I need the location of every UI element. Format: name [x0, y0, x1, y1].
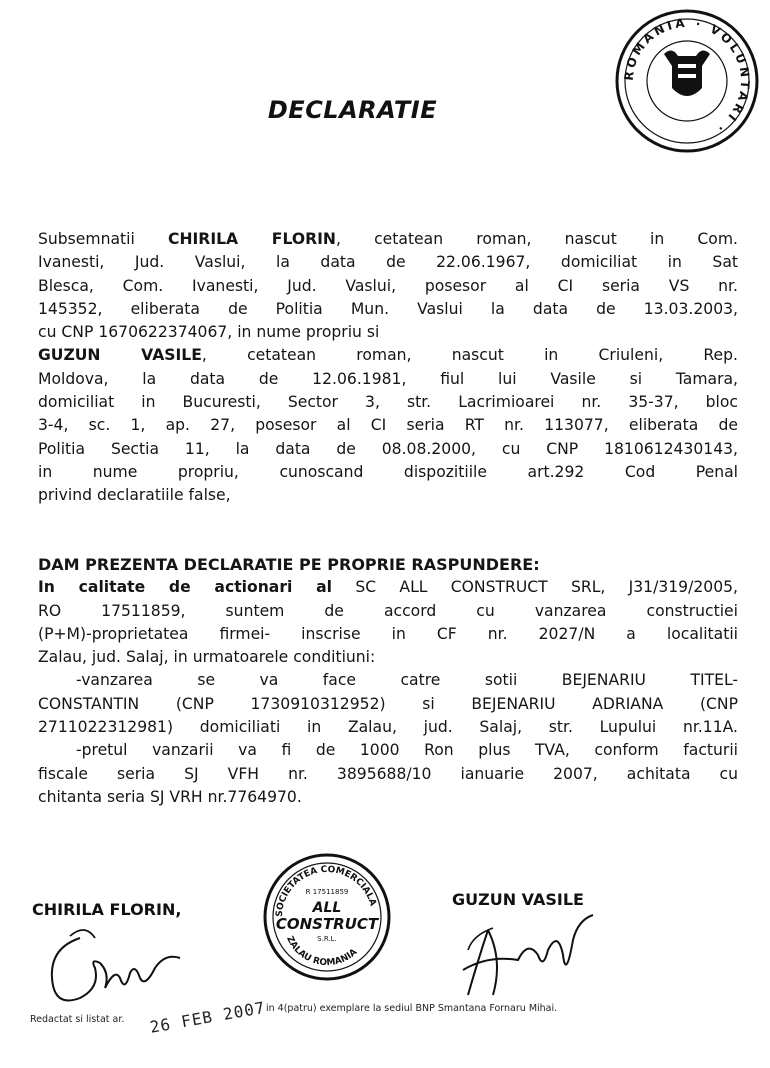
text-line: -vanzarea se va face catre sotii BEJENARIU TITEL-: [76, 671, 738, 690]
text-line: 3-4, sc. 1, ap. 27, posesor al CI seria RT nr. 113077, eliberata de: [38, 416, 738, 435]
document-title: DECLARATIE: [267, 96, 438, 124]
text-line: Ivanesti, Jud. Vaslui, la data de 22.06.1967, domiciliat in Sat: [38, 253, 738, 272]
footer-copies-note: in 4(patru) exemplare la sediul BNP Smantana Fornaru Mihai.: [266, 1003, 558, 1014]
text-line: privind declaratiile false,: [38, 486, 231, 505]
text-line: GUZUN VASILE, cetatean roman, nascut in Criuleni, Rep.: [38, 346, 738, 365]
company-seal: [262, 852, 392, 982]
signature-left: [40, 918, 200, 1018]
text-line: Blesca, Com. Ivanesti, Jud. Vaslui, posesor al CI seria VS nr.: [38, 276, 738, 295]
company-seal-bottom-text: ZALAU ROMANIA: [284, 934, 360, 969]
text-line: CONSTANTIN (CNP 1730910312952) si BEJENARIU ADRIANA (CNP: [38, 694, 738, 713]
company-seal-line1: ALL: [312, 900, 342, 916]
notary-seal: [612, 6, 762, 156]
declarant-name-2: GUZUN VASILE: [38, 346, 202, 365]
signatory-left-name: CHIRILA FLORIN,: [32, 900, 182, 919]
text-line: Politia Sectia 11, la data de 08.08.2000, cu CNP 1810612430143,: [38, 439, 738, 458]
text-line: -pretul vanzarii va fi de 1000 Ron plus TVA, conform facturii: [76, 741, 738, 760]
text-line: Zalau, jud. Salaj, in urmatoarele conditiuni:: [38, 648, 376, 667]
coat-of-arms-icon: [664, 50, 710, 96]
text-line: (P+M)-proprietatea firmei- inscrise in CF nr. 2027/N a localitatii: [38, 624, 738, 643]
text-line: cu CNP 1670622374067, in nume propriu si: [38, 323, 380, 342]
company-seal-reg: R 17511859: [305, 888, 349, 896]
text-line: 145352, eliberata de Politia Mun. Vaslui la data de 13.03.2003,: [38, 299, 738, 318]
declaration-paragraph: [38, 553, 738, 809]
company-seal-line2: CONSTRUCT: [275, 915, 379, 933]
text-line: fiscale seria SJ VFH nr. 3895688/10 ianuarie 2007, achitata cu: [38, 764, 738, 783]
signatory-right-name: GUZUN VASILE: [452, 890, 584, 909]
text-line: chitanta seria SJ VRH nr.7764970.: [38, 787, 302, 806]
text-line: Subsemnatii CHIRILA FLORIN, cetatean roman, nascut in Com.: [38, 230, 738, 248]
text-line: 2711022312981) domiciliati in Zalau, jud. Salaj, str. Lupului nr.11A.: [38, 718, 738, 737]
declarants-paragraph: [38, 228, 738, 508]
declarant-name-1: CHIRILA FLORIN: [168, 230, 336, 248]
notary-seal-text: ROMANIA · VOLUNTARI ·: [621, 15, 753, 137]
company-seal-top-text: SOCIETATEA COMERCIALA: [274, 864, 378, 918]
text-line: in nume propriu, cunoscand dispozitiile art.292 Cod Penal: [38, 462, 738, 481]
signature-right: [448, 900, 598, 1010]
footer-drafted-note: Redactat si listat ar.: [30, 1014, 125, 1025]
text-line: Moldova, la data de 12.06.1981, fiul lui Vasile si Tamara,: [38, 369, 738, 388]
text-line: RO 17511859, suntem de accord cu vanzarea constructiei: [38, 601, 738, 620]
declaration-heading: DAM PREZENTA DECLARATIE PE PROPRIE RASPUNDERE:: [38, 555, 540, 574]
date-stamp: 26 FEB 2007: [148, 997, 267, 1037]
company-seal-line3: S.R.L.: [317, 935, 337, 943]
text-line: In calitate de actionari al SC ALL CONSTRUCT SRL, J31/319/2005,: [38, 578, 738, 597]
text-line: domiciliat in Bucuresti, Sector 3, str. Lacrimioarei nr. 35-37, bloc: [38, 393, 738, 412]
